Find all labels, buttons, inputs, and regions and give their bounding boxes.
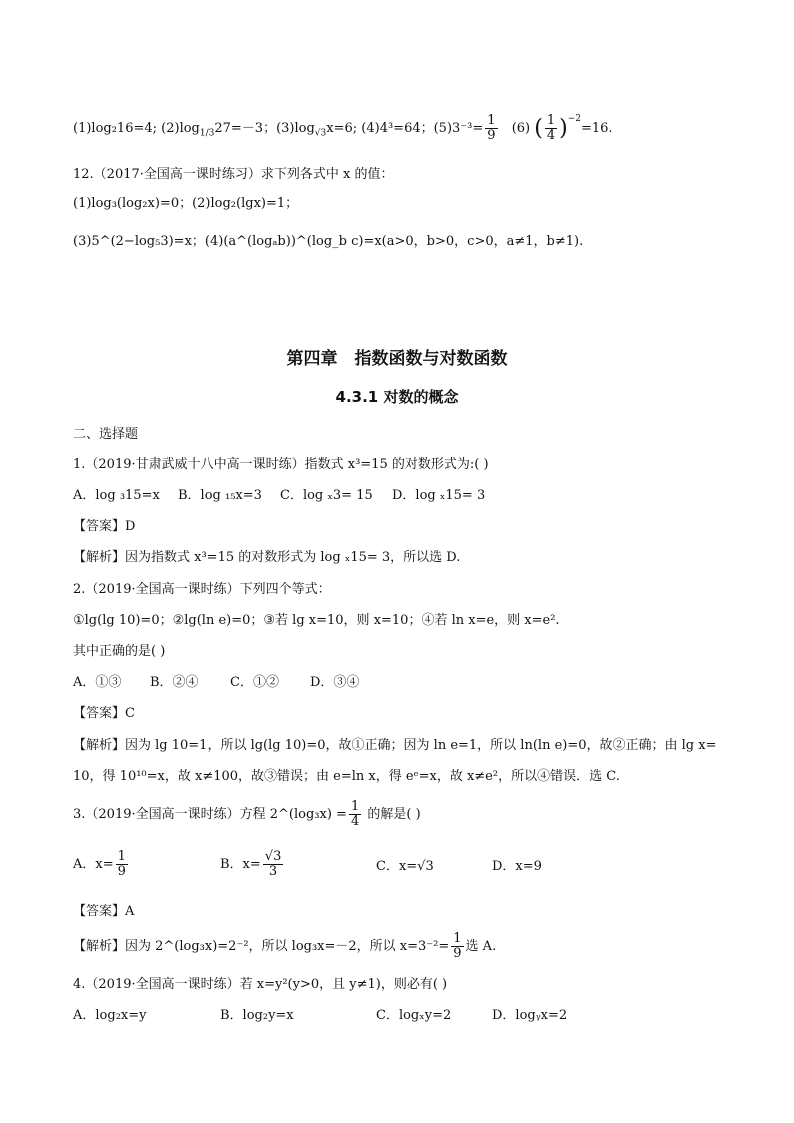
q3-stem <box>73 800 421 829</box>
fraction-denominator: 9 <box>117 864 126 879</box>
q3-option-a <box>73 850 130 879</box>
fraction-numerator: 1 <box>487 113 496 128</box>
option-label: B．x= <box>220 857 261 872</box>
q1-analysis: 【解析】因为指数式 x³=15 的对数形式为 log ₓ15= 3，所以选 D. <box>73 550 461 565</box>
q3-analysis-end: 选 A. <box>465 939 497 954</box>
fraction-numerator: 1 <box>350 799 360 814</box>
formula-part: (1)log₂16=4; (2)log <box>73 121 200 136</box>
fraction <box>263 850 284 879</box>
option-label: A．x= <box>73 857 114 872</box>
q3-analysis <box>73 932 496 961</box>
q2-answer: 【答案】C <box>73 706 135 721</box>
formula-sub: 1/3 <box>199 128 215 139</box>
chapter-title: 第四章 指数函数与对数函数 <box>286 349 508 369</box>
q4-option-c: C．logₓy=2 <box>376 1008 452 1023</box>
q3-option-d: D．x=9 <box>492 859 542 874</box>
q1-answer: 【答案】D <box>73 519 136 534</box>
q4-option-d: D．logᵧx=2 <box>492 1008 568 1023</box>
q2-option-a: A．①③ <box>73 675 122 690</box>
fraction-denominator: 4 <box>350 814 360 829</box>
q3-option-c: C．x=√3 <box>376 859 434 874</box>
paren-left: ( <box>534 116 543 141</box>
q3-answer: 【答案】A <box>73 904 135 919</box>
q1-option-a: A．log ₃15=x <box>73 488 160 503</box>
q2-option-d: D．③④ <box>310 675 360 690</box>
fraction <box>349 800 361 829</box>
q2-option-b: B．②④ <box>150 675 199 690</box>
fraction-numerator: 1 <box>117 849 126 864</box>
q3-stem-end: 的解是( ) <box>367 807 421 822</box>
q1-option-b: B．log ₁₅x=3 <box>178 488 262 503</box>
q1-stem: 1.（2019·甘肃武威十八中高一课时练）指数式 x³=15 的对数形式为:( ) <box>73 457 489 472</box>
fraction-denominator: 9 <box>487 128 496 143</box>
q2-analysis-line1: 【解析】因为 lg 10=1，所以 lg(lg 10)=0，故①正确；因为 ln e=1，所以 ln(ln e)=0，故②正确；由 lg x= <box>73 738 717 753</box>
q2-which: 其中正确的是( ) <box>73 644 166 659</box>
q4-stem: 4.（2019·全国高一课时练）若 x=y²(y>0，且 y≠1)，则必有( ) <box>73 977 448 992</box>
formula-part: x=6; (4)4³=64；(5)3⁻³= <box>326 121 484 136</box>
fraction-denominator: 9 <box>453 946 462 961</box>
formula-part: =16. <box>581 121 613 136</box>
formula-sub: √3 <box>314 128 327 139</box>
fraction-numerator: 1 <box>453 931 462 946</box>
q2-analysis-line2: 10，得 10¹⁰=x，故 x≠100，故③错误；由 e=ln x，得 eᵉ=x，故 x≠e²，所以④错误．选 C. <box>73 769 620 784</box>
fraction <box>485 114 497 143</box>
q1-option-c: C．log ₓ3= 15 <box>280 488 373 503</box>
fraction <box>451 932 463 961</box>
fraction <box>116 850 128 879</box>
formula-part: 27=－3；(3)log <box>214 121 315 136</box>
q4-option-b: B．log₂y=x <box>220 1008 294 1023</box>
q2-stem: 2.（2019·全国高一课时练）下列四个等式： <box>73 582 331 597</box>
fraction: $\frac{1}{4}$ <box>546 113 556 143</box>
q2-statements: ①lg(lg 10)=0；②lg(ln e)=0；③若 lg x=10，则 x=10；④若 ln x=e，则 x=e². <box>73 613 560 628</box>
q12-line2: (3)5^(2−log₅3)=x；(4)(a^(logₐb))^(log_b c)=x(a>0，b>0，c>0，a≠1，b≠1). <box>73 234 584 249</box>
q12-line1: (1)log₃(log₂x)=0；(2)log₂(lgx)=1； <box>73 196 299 211</box>
q3-stem-text: 3.（2019·全国高一课时练）方程 2^(log₃x) = <box>73 807 347 822</box>
q12-title: 12.（2017·全国高一课时练习）求下列各式中 x 的值： <box>73 167 394 182</box>
part-heading: 二、选择题 <box>73 427 139 442</box>
q2-option-c: C．①② <box>230 675 279 690</box>
section-title: 4.3.1 对数的概念 <box>335 388 459 406</box>
formula-line-top: (1)log₂16=4; $(2)\log_{1/3}27=-3$；$(3)\log_{√3}x=6$; (4)4³=64；(5)3⁻³= $\frac{1}{9}$ (6) ( $\frac{1}{4}$ )$^{-2}$=16. <box>73 113 613 143</box>
fraction-numerator: √3 <box>264 849 282 864</box>
q3-analysis-text: 【解析】因为 2^(log₃x)=2⁻²，所以 log₃x=－2，所以 x=3⁻²= <box>73 939 450 954</box>
paren-right: ) <box>559 116 568 141</box>
q4-option-a: A．log₂x=y <box>73 1008 147 1023</box>
fraction-denominator: 3 <box>268 864 278 879</box>
q3-option-b <box>220 850 285 879</box>
formula-part: (6) <box>511 121 531 136</box>
q1-option-d: D．log ₓ15= 3 <box>392 488 486 503</box>
